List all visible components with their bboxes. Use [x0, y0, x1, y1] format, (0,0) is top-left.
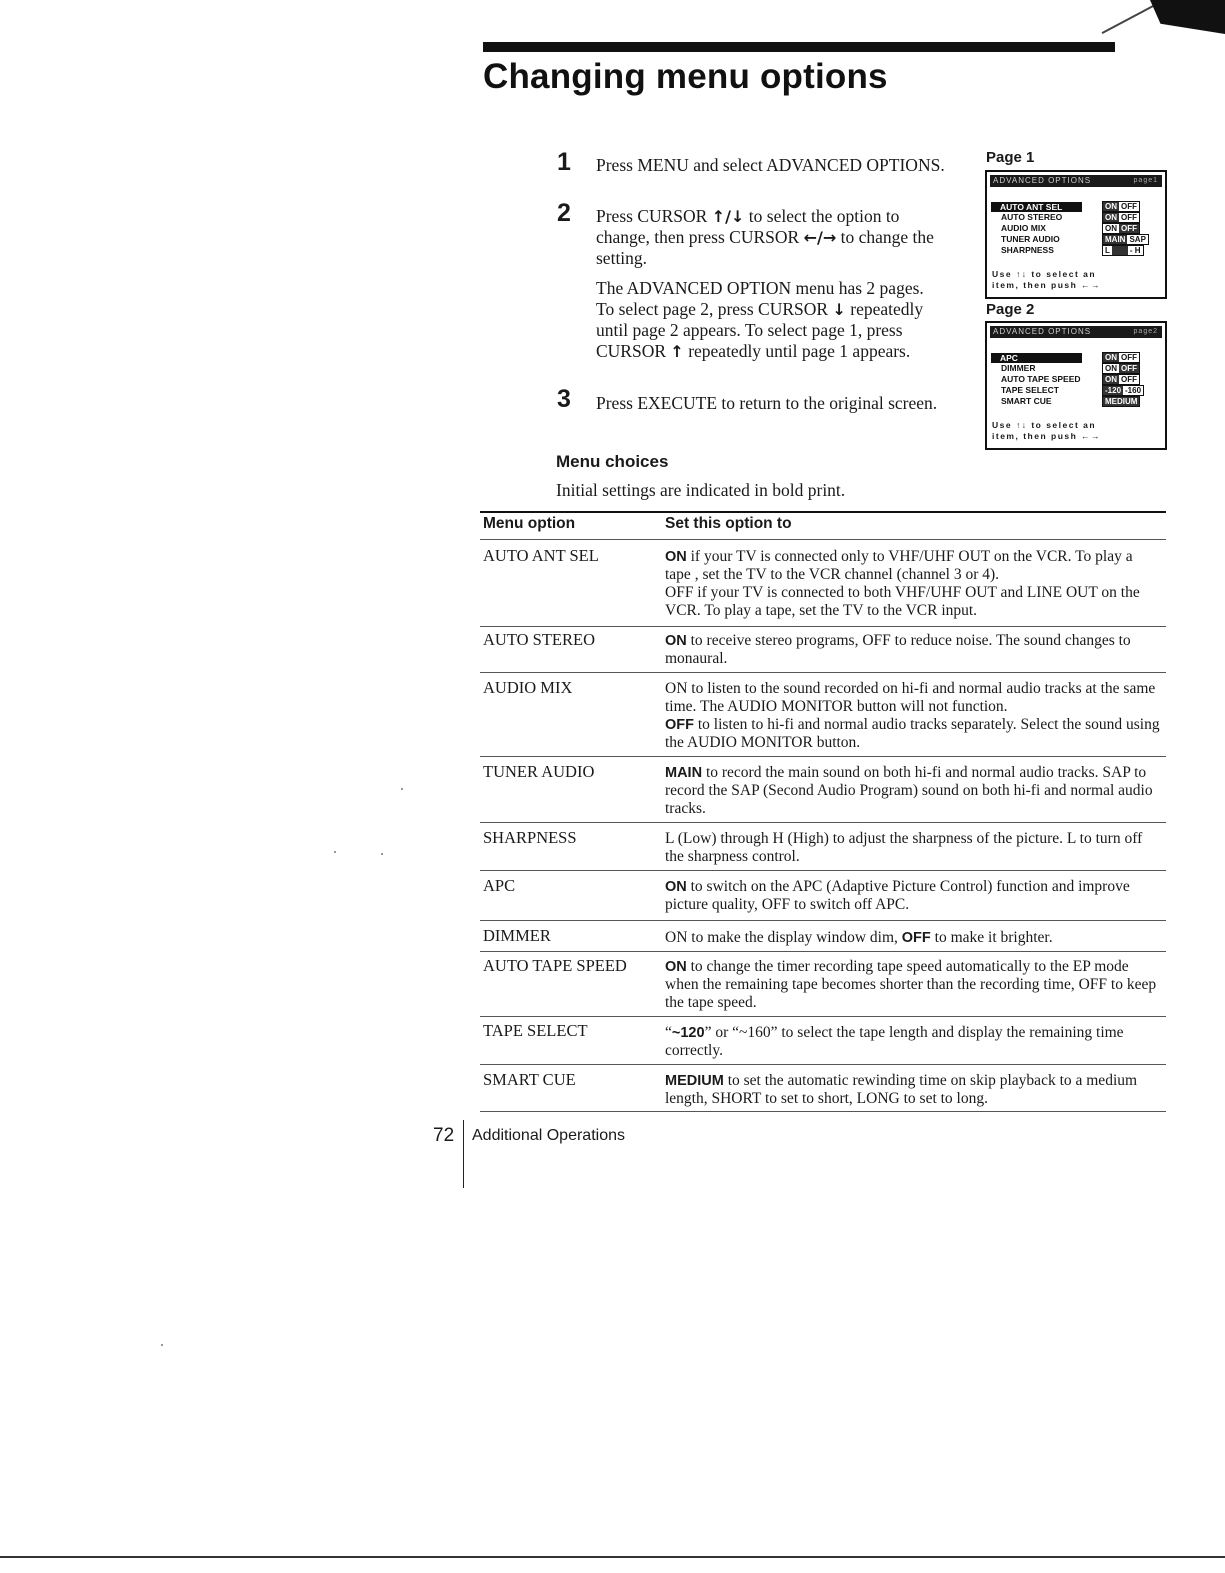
osd-page-tag: page2 [1133, 328, 1158, 335]
scan-speck [334, 851, 336, 853]
column-header-setting: Set this option to [665, 515, 792, 532]
description-text: to receive stereo programs, OFF to reduce noise. The sound changes to monaural. [665, 632, 1131, 667]
osd-row [992, 245, 1054, 255]
default-setting: ON [665, 879, 687, 895]
osd-value [1102, 396, 1140, 407]
menu-option-description [665, 1072, 1161, 1108]
table-rule [480, 951, 1166, 952]
description-text: to switch on the APC (Adaptive Picture Control) function and improve picture quality, OFF to switch off APC. [665, 878, 1130, 913]
osd-value [1102, 223, 1140, 234]
osd-header-title: ADVANCED OPTIONS [993, 176, 1092, 185]
description-text: to set the automatic rewinding time on skip playback to a medium length, SHORT to set to short, LONG to set to long. [665, 1072, 1138, 1107]
step-2-note-a: The ADVANCED OPTION menu has 2 pages. To select page 2, press CURSOR [596, 278, 924, 319]
default-setting: OFF [665, 717, 694, 733]
osd-screen-page-2 [985, 321, 1167, 450]
osd-value-on: ON [1105, 224, 1117, 233]
osd-row-label: AUTO STEREO [1001, 212, 1063, 222]
osd-value-off: OFF [1121, 375, 1137, 384]
up-arrow-icon: ↑ [670, 342, 684, 361]
osd-value [1102, 385, 1144, 396]
page-number: 72 [433, 1125, 455, 1146]
osd-value-on: ON [1105, 202, 1117, 211]
corner-registration-line [1102, 4, 1156, 34]
osd-row [992, 374, 1081, 384]
description-text: to record the main sound on both hi-fi and normal audio tracks. SAP to record the SAP (Second Audio Program) sound on both hi-fi and normal audio tracks. [665, 764, 1153, 817]
description-text: ” or “~160” to select the tape length and display the remaining time correctly. [665, 1024, 1124, 1059]
menu-option-name: DIMMER [483, 926, 551, 945]
menu-option-name: AUTO STEREO [483, 630, 595, 649]
osd-row-label: SHARPNESS [1001, 245, 1054, 255]
osd-value-off: OFF [1121, 202, 1137, 211]
step-3-text: Press EXECUTE to return to the original screen. [596, 393, 938, 413]
osd-row [992, 234, 1060, 244]
table-rule [480, 1016, 1166, 1017]
default-setting: ON [665, 959, 687, 975]
osd-row-label: APC [1000, 353, 1018, 363]
default-setting: ON [665, 633, 687, 649]
default-setting: ON [665, 549, 687, 565]
step-2-text-c: to change the setting. [596, 227, 934, 268]
menu-option-description [665, 929, 1161, 947]
up-down-arrow-icon: ↑/↓ [711, 207, 745, 226]
menu-option-description [665, 1024, 1161, 1060]
osd-footer-line-2: item, then push ←→ [992, 280, 1102, 290]
menu-choices-heading: Menu choices [556, 452, 669, 471]
step-2-text-a: Press CURSOR [596, 206, 712, 226]
osd-value [1102, 245, 1144, 256]
description-text: to change the timer recording tape speed automatically to the EP mode when the remaining tape becomes shorter than the recording time, OFF to keep the tape speed. [665, 958, 1157, 1011]
menu-option-description [665, 632, 1161, 668]
osd-value-off: OFF [1121, 213, 1137, 222]
osd-value [1102, 374, 1140, 385]
title-rule [483, 42, 1115, 52]
step-1-text: Press MENU and select ADVANCED OPTIONS. [596, 155, 945, 175]
osd-row-label: DIMMER [1001, 363, 1036, 373]
section-name: Additional Operations [472, 1127, 625, 1144]
osd-footer-line-1: Use ↑↓ to select an [992, 420, 1097, 430]
osd-screen-page-1 [985, 170, 1167, 299]
scan-speck [401, 788, 403, 790]
down-arrow-icon: ↓ [832, 300, 846, 319]
default-setting: MAIN [665, 765, 703, 781]
table-rule [480, 870, 1166, 871]
table-rule [480, 1064, 1166, 1065]
osd-value-off: OFF [1121, 364, 1137, 373]
osd-value-off: -160 [1125, 386, 1142, 395]
default-setting: ~120 [671, 1025, 705, 1041]
page-1-label: Page 1 [986, 149, 1035, 166]
menu-option-name: TAPE SELECT [483, 1021, 588, 1040]
osd-row [992, 363, 1035, 373]
table-top-rule [480, 511, 1166, 513]
table-rule [480, 672, 1166, 673]
menu-option-description [665, 878, 1161, 914]
menu-option-name: SHARPNESS [483, 828, 577, 847]
table-rule [480, 920, 1166, 921]
description-text: OFF if your TV is connected to both VHF/UHF OUT and LINE OUT on the VCR. To play a tape, set the TV to the VCR input. [665, 584, 1140, 619]
osd-value [1102, 212, 1140, 223]
osd-row [991, 202, 1082, 212]
osd-header [990, 175, 1162, 187]
osd-row-label: AUDIO MIX [1001, 223, 1046, 233]
step-2-text [596, 206, 946, 269]
menu-option-name: TUNER AUDIO [483, 762, 595, 781]
osd-value [1102, 363, 1140, 374]
osd-value-on: ON [1105, 353, 1117, 362]
menu-option-description [665, 764, 1161, 818]
corner-registration-mark [1150, 0, 1225, 34]
osd-value-on: MAIN [1105, 235, 1126, 244]
osd-value-off: OFF [1121, 353, 1137, 362]
table-rule [480, 539, 1166, 540]
osd-footer-line-1: Use ↑↓ to select an [992, 269, 1097, 279]
description-text: ON to make the display window dim, [665, 929, 902, 946]
osd-row-label: AUTO ANT SEL [1000, 202, 1063, 212]
menu-option-name: AUTO TAPE SPEED [483, 956, 627, 975]
left-right-arrow-icon: ←/→ [803, 228, 837, 247]
scan-bottom-edge [0, 1556, 1225, 1558]
step-3-number: 3 [557, 385, 571, 413]
page-2-label: Page 2 [986, 301, 1035, 318]
description-text: to make it brighter. [930, 929, 1053, 946]
menu-option-name: AUDIO MIX [483, 678, 573, 697]
menu-option-description [665, 680, 1161, 752]
osd-value-on: ON [1105, 364, 1117, 373]
osd-value-off: - H [1129, 246, 1141, 255]
osd-row [991, 353, 1082, 363]
osd-row [992, 223, 1046, 233]
description-text: “ [665, 1024, 672, 1041]
step-2-note-b: repeatedly until page 2 appears. To select page 1, press CURSOR [596, 299, 924, 361]
osd-value-on: MEDIUM [1105, 397, 1138, 406]
osd-row-label: AUTO TAPE SPEED [1001, 374, 1081, 384]
menu-option-name: SMART CUE [483, 1070, 576, 1089]
osd-header [990, 326, 1162, 338]
step-2-note-c: repeatedly until page 1 appears. [683, 341, 911, 361]
osd-value [1102, 201, 1140, 212]
default-setting: MEDIUM [665, 1073, 724, 1089]
column-header-menu-option: Menu option [483, 515, 576, 532]
osd-value-on: -120 [1105, 386, 1122, 395]
description-text: if your TV is connected only to VHF/UHF OUT on the VCR. To play a tape , set the TV to the VCR channel (channel 3 or 4). [665, 548, 1133, 583]
menu-option-description: L (Low) through H (High) to adjust the sharpness of the picture. L to turn off the sharpness control. [665, 830, 1143, 865]
osd-row-label: TUNER AUDIO [1001, 234, 1060, 244]
menu-option-name: APC [483, 876, 516, 895]
osd-row [992, 385, 1059, 395]
osd-row-label: TAPE SELECT [1001, 385, 1059, 395]
menu-option-description [665, 548, 1161, 620]
step-2-number: 2 [557, 199, 571, 227]
table-rule [480, 822, 1166, 823]
menu-choices-intro: Initial settings are indicated in bold print. [556, 480, 846, 500]
table-bottom-rule [480, 1111, 1166, 1112]
step-2-note [596, 278, 946, 362]
step-1-number: 1 [557, 148, 571, 176]
osd-header-title: ADVANCED OPTIONS [993, 327, 1092, 336]
table-rule [480, 626, 1166, 627]
step-2-text-b: to select the option to change, then press CURSOR [596, 206, 900, 247]
osd-value-off: SAP [1129, 235, 1146, 244]
osd-value [1102, 352, 1140, 363]
table-rule [480, 756, 1166, 757]
osd-row [992, 212, 1062, 222]
osd-value-on: ON [1105, 213, 1117, 222]
osd-value-off: OFF [1121, 224, 1137, 233]
osd-row-label: SMART CUE [1001, 396, 1052, 406]
description-text: to listen to hi-fi and normal audio tracks separately. Select the sound using the AUDIO MONITOR button. [665, 716, 1160, 751]
scan-speck [381, 853, 383, 855]
scan-speck [161, 1344, 163, 1346]
menu-option-name: AUTO ANT SEL [483, 546, 599, 565]
osd-value-on: ON [1105, 375, 1117, 384]
default-setting: OFF [901, 930, 931, 946]
footer-divider [463, 1120, 464, 1188]
description-text: ON to listen to the sound recorded on hi-fi and normal audio tracks at the same time. The AUDIO MONITOR button will not function. [665, 680, 1156, 715]
osd-value [1102, 234, 1149, 245]
osd-page-tag: page1 [1133, 177, 1158, 184]
osd-row [992, 396, 1052, 406]
menu-option-description [665, 958, 1161, 1012]
page-title: Changing menu options [483, 57, 888, 96]
osd-footer-line-2: item, then push ←→ [992, 431, 1102, 441]
osd-value-on: L [1105, 246, 1110, 255]
